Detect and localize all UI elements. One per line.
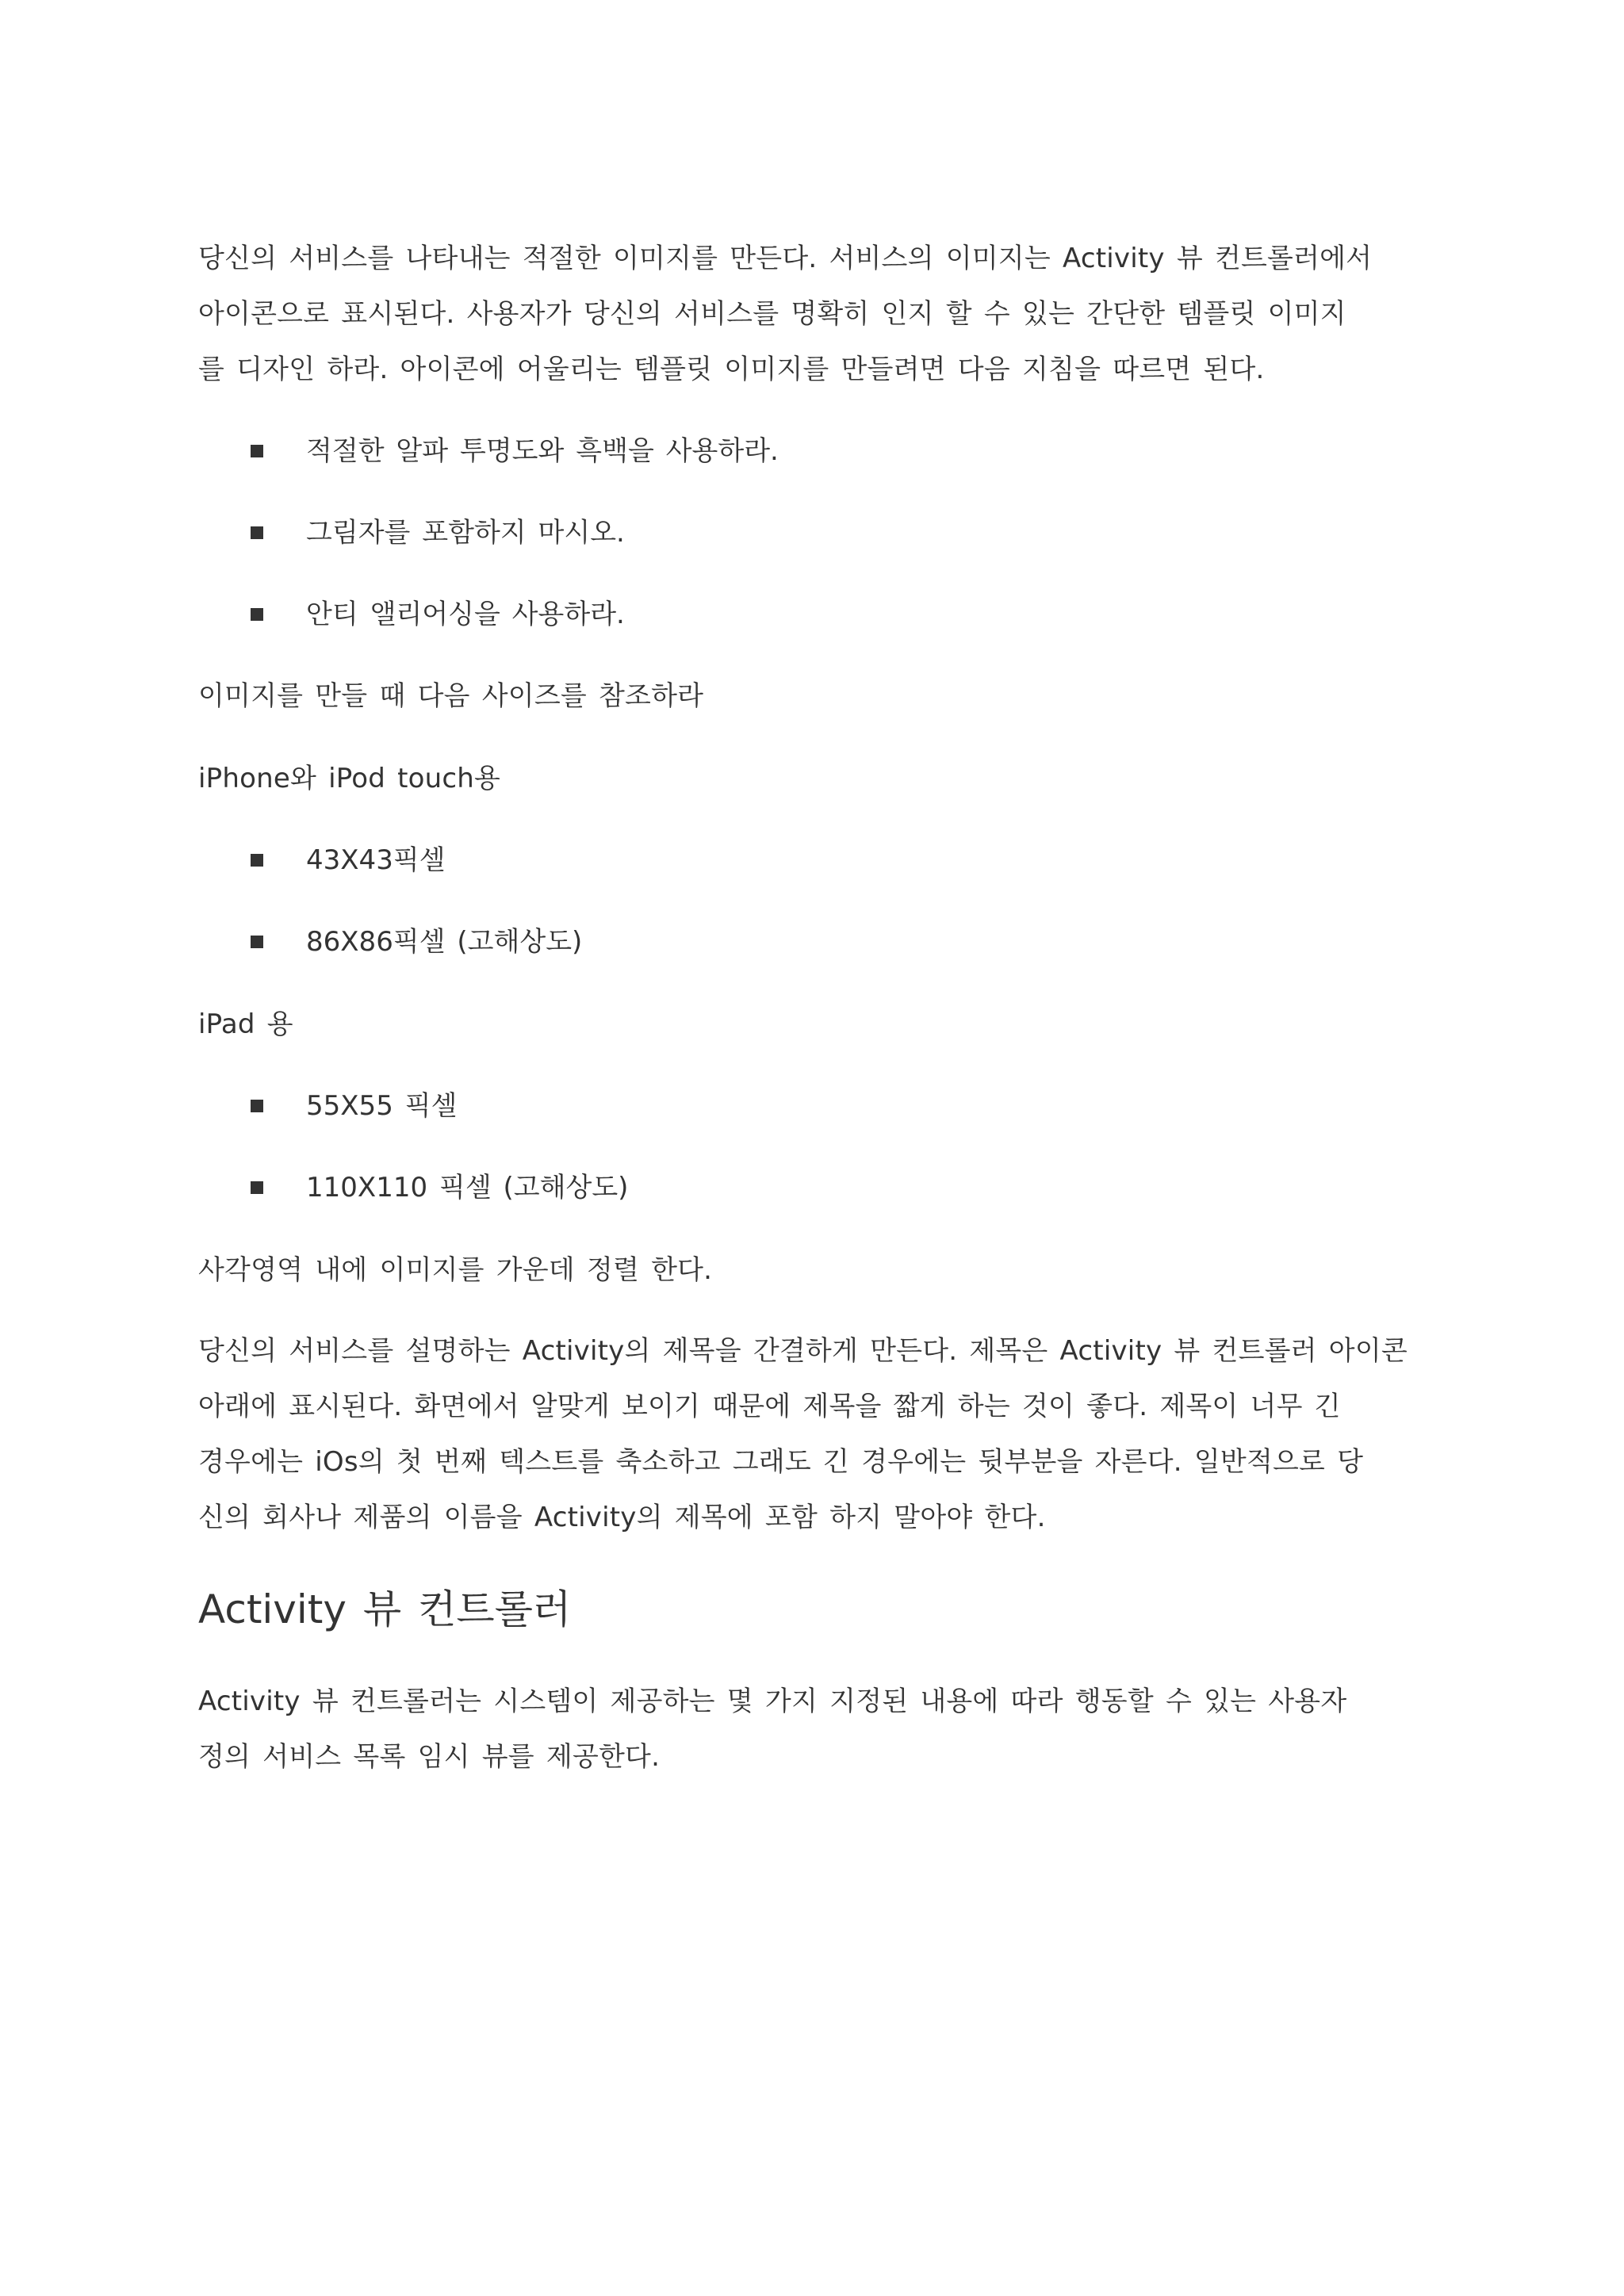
square-bullet-icon (251, 936, 263, 948)
paragraph-line: 정의 서비스 목록 임시 뷰를 제공한다. (198, 1741, 661, 1773)
paragraph-line: 아래에 표시된다. 화면에서 알맞게 보이기 때문에 제목을 짧게 하는 것이 좋다. 제목이 너무 긴 (198, 1391, 1341, 1422)
iphone-label: iPhone와 iPod touch용 (198, 763, 501, 794)
square-bullet-icon (251, 445, 263, 457)
paragraph-line: 경우에는 iOs의 첫 번째 텍스트를 축소하고 그래도 긴 경우에는 뒷부분을 자른다. 일반적으로 당 (198, 1446, 1364, 1478)
paragraph-line: 신의 회사나 제품의 이름을 Activity의 제목에 포함 하지 말아야 한다. (198, 1502, 1046, 1533)
square-bullet-icon (251, 526, 263, 539)
paragraph-line: Activity 뷰 컨트롤러는 시스템이 제공하는 몇 가지 지정된 내용에 따라 행동할 수 있는 사용자 (198, 1686, 1347, 1717)
square-bullet-icon (251, 608, 263, 621)
ipad-label: iPad 용 (198, 1008, 293, 1040)
list-item-text: 110X110 픽셀 (고해상도) (306, 1172, 629, 1203)
list-item-text: 안티 앨리어싱을 사용하라. (306, 599, 625, 630)
list-item-text: 적절한 알파 투명도와 흑백을 사용하라. (306, 435, 779, 467)
sizes-intro: 이미지를 만들 때 다음 사이즈를 참조하라 (198, 680, 704, 712)
list-item-text: 55X55 픽셀 (306, 1090, 458, 1122)
paragraph-line: 당신의 서비스를 나타내는 적절한 이미지를 만든다. 서비스의 이미지는 Activity 뷰 컨트롤러에서 (198, 243, 1373, 274)
list-item-text: 43X43픽셀 (306, 844, 446, 876)
paragraph-line: 아이콘으로 표시된다. 사용자가 당신의 서비스를 명확히 인지 할 수 있는 간단한 템플릿 이미지 (198, 298, 1346, 330)
paragraph-line: 당신의 서비스를 설명하는 Activity의 제목을 간결하게 만든다. 제목은 Activity 뷰 컨트롤러 아이콘 (198, 1335, 1408, 1367)
square-bullet-icon (251, 854, 263, 867)
center-note: 사각영역 내에 이미지를 가운데 정렬 한다. (198, 1254, 713, 1286)
list-item-text: 그림자를 포함하지 마시오. (306, 517, 625, 549)
section-heading: Activity 뷰 컨트롤러 (198, 1586, 572, 1632)
list-item-text: 86X86픽셀 (고해상도) (306, 926, 583, 958)
square-bullet-icon (251, 1181, 263, 1194)
paragraph-line: 를 디자인 하라. 아이콘에 어울리는 템플릿 이미지를 만들려면 다음 지침을 따르면 된다. (198, 354, 1265, 385)
square-bullet-icon (251, 1100, 263, 1112)
